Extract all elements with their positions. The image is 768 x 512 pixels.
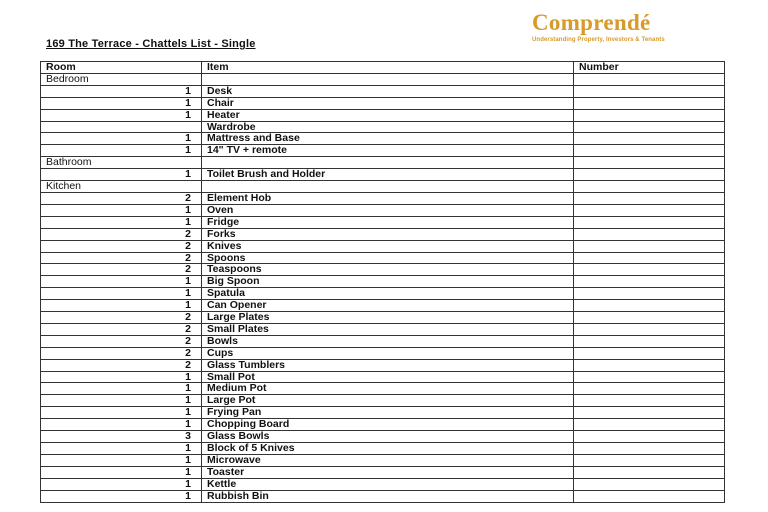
item-name: Rubbish Bin: [202, 490, 574, 502]
item-number-cell: [574, 192, 725, 204]
table-row: [41, 73, 725, 85]
item-name: Fridge: [202, 216, 574, 228]
item-number-cell: [574, 288, 725, 300]
item-name: Cups: [202, 347, 574, 359]
item-name: Chopping Board: [202, 419, 574, 431]
table-row: [41, 228, 725, 240]
item-name: Spatula: [202, 288, 574, 300]
item-number-cell: [574, 347, 725, 359]
item-number-cell: [574, 204, 725, 216]
item-number-cell: [574, 109, 725, 121]
item-number-cell: [574, 383, 725, 395]
item-quantity: 2: [41, 323, 202, 335]
table-row: [41, 359, 725, 371]
item-quantity: 2: [41, 252, 202, 264]
item-number-cell: [574, 466, 725, 478]
item-name: Bowls: [202, 335, 574, 347]
item-number-cell: [574, 276, 725, 288]
table-row: [41, 181, 725, 193]
item-number-cell: [574, 181, 725, 193]
item-name: Frying Pan: [202, 407, 574, 419]
item-name: Microwave: [202, 454, 574, 466]
item-quantity: 1: [41, 300, 202, 312]
item-name: Element Hob: [202, 192, 574, 204]
item-number-cell: [574, 133, 725, 145]
item-number-cell: [574, 228, 725, 240]
item-quantity: 3: [41, 431, 202, 443]
table-row: [41, 240, 725, 252]
brand-tagline: Understanding Property, Investors & Tenants: [532, 37, 665, 43]
header-number: Number: [574, 62, 725, 74]
table-row: [41, 264, 725, 276]
item-name: Can Opener: [202, 300, 574, 312]
item-name: Glass Bowls: [202, 431, 574, 443]
item-number-cell: [574, 264, 725, 276]
item-number-cell: [574, 169, 725, 181]
item-quantity: 1: [41, 288, 202, 300]
table-row: [41, 454, 725, 466]
table-row: [41, 490, 725, 502]
item-quantity: [41, 121, 202, 133]
item-number-cell: [574, 97, 725, 109]
item-quantity: 1: [41, 419, 202, 431]
item-quantity: 1: [41, 443, 202, 455]
item-quantity: 2: [41, 312, 202, 324]
item-number-cell: [574, 443, 725, 455]
item-name: Toaster: [202, 466, 574, 478]
item-quantity: 2: [41, 240, 202, 252]
item-name: Knives: [202, 240, 574, 252]
table-row: [41, 395, 725, 407]
table-row: [41, 169, 725, 181]
item-number-cell: [574, 407, 725, 419]
item-quantity: 2: [41, 264, 202, 276]
item-number-cell: [574, 73, 725, 85]
chattels-table: [40, 61, 725, 503]
item-name: Small Pot: [202, 371, 574, 383]
item-quantity: 1: [41, 490, 202, 502]
room-name: Kitchen: [41, 181, 202, 193]
item-quantity: 1: [41, 85, 202, 97]
item-number-cell: [574, 359, 725, 371]
table-row: [41, 109, 725, 121]
item-name: Big Spoon: [202, 276, 574, 288]
table-row: [41, 252, 725, 264]
item-quantity: 1: [41, 371, 202, 383]
item-name: Toilet Brush and Holder: [202, 169, 574, 181]
item-number-cell: [574, 395, 725, 407]
table-row: [41, 276, 725, 288]
table-row: [41, 371, 725, 383]
table-row: [41, 431, 725, 443]
item-quantity: 1: [41, 109, 202, 121]
document-title: 169 The Terrace - Chattels List - Single: [46, 38, 256, 50]
item-number-cell: [574, 323, 725, 335]
item-quantity: 1: [41, 466, 202, 478]
item-quantity: 1: [41, 478, 202, 490]
item-name: Heater: [202, 109, 574, 121]
table-row: [41, 383, 725, 395]
item-name: [202, 181, 574, 193]
item-quantity: 2: [41, 335, 202, 347]
item-name: Mattress and Base: [202, 133, 574, 145]
item-number-cell: [574, 490, 725, 502]
item-quantity: 1: [41, 216, 202, 228]
table-row: [41, 407, 725, 419]
item-quantity: 1: [41, 133, 202, 145]
item-quantity: 2: [41, 359, 202, 371]
item-name: Oven: [202, 204, 574, 216]
item-number-cell: [574, 371, 725, 383]
item-quantity: 1: [41, 169, 202, 181]
item-number-cell: [574, 419, 725, 431]
table-row: [41, 323, 725, 335]
item-name: Spoons: [202, 252, 574, 264]
table-row: [41, 97, 725, 109]
item-name: Kettle: [202, 478, 574, 490]
table-row: [41, 335, 725, 347]
item-quantity: 2: [41, 228, 202, 240]
item-name: Large Pot: [202, 395, 574, 407]
table-row: [41, 121, 725, 133]
table-row: [41, 288, 725, 300]
item-name: Forks: [202, 228, 574, 240]
item-name: 14" TV + remote: [202, 145, 574, 157]
brand-name: Comprendé: [532, 10, 651, 35]
item-name: Small Plates: [202, 323, 574, 335]
table-row: [41, 145, 725, 157]
item-name: Desk: [202, 85, 574, 97]
item-quantity: 1: [41, 276, 202, 288]
table-row: [41, 347, 725, 359]
table-row: [41, 157, 725, 169]
table-row: [41, 466, 725, 478]
item-number-cell: [574, 300, 725, 312]
table-row: [41, 204, 725, 216]
item-quantity: 1: [41, 145, 202, 157]
item-quantity: 1: [41, 395, 202, 407]
table-row: [41, 216, 725, 228]
item-quantity: 1: [41, 383, 202, 395]
room-name: Bedroom: [41, 73, 202, 85]
item-quantity: 2: [41, 192, 202, 204]
item-quantity: 2: [41, 347, 202, 359]
item-name: Wardrobe: [202, 121, 574, 133]
item-name: Large Plates: [202, 312, 574, 324]
item-number-cell: [574, 252, 725, 264]
item-name: [202, 73, 574, 85]
item-number-cell: [574, 216, 725, 228]
item-number-cell: [574, 145, 725, 157]
table-row: [41, 478, 725, 490]
header-item: Item: [202, 62, 574, 74]
item-number-cell: [574, 157, 725, 169]
brand-logo: [532, 10, 746, 43]
item-quantity: 1: [41, 454, 202, 466]
item-number-cell: [574, 240, 725, 252]
table-header-row: [41, 62, 725, 74]
item-name: [202, 157, 574, 169]
table-row: [41, 192, 725, 204]
item-quantity: 1: [41, 407, 202, 419]
item-name: Teaspoons: [202, 264, 574, 276]
item-quantity: 1: [41, 97, 202, 109]
item-number-cell: [574, 85, 725, 97]
item-number-cell: [574, 335, 725, 347]
item-name: Medium Pot: [202, 383, 574, 395]
item-name: Block of 5 Knives: [202, 443, 574, 455]
item-name: Chair: [202, 97, 574, 109]
header-room: Room: [41, 62, 202, 74]
item-number-cell: [574, 454, 725, 466]
item-number-cell: [574, 478, 725, 490]
table-row: [41, 443, 725, 455]
table-row: [41, 419, 725, 431]
table-row: [41, 300, 725, 312]
item-number-cell: [574, 431, 725, 443]
item-name: Glass Tumblers: [202, 359, 574, 371]
table-row: [41, 85, 725, 97]
table-row: [41, 312, 725, 324]
item-number-cell: [574, 121, 725, 133]
item-number-cell: [574, 312, 725, 324]
room-name: Bathroom: [41, 157, 202, 169]
table-row: [41, 133, 725, 145]
item-quantity: 1: [41, 204, 202, 216]
